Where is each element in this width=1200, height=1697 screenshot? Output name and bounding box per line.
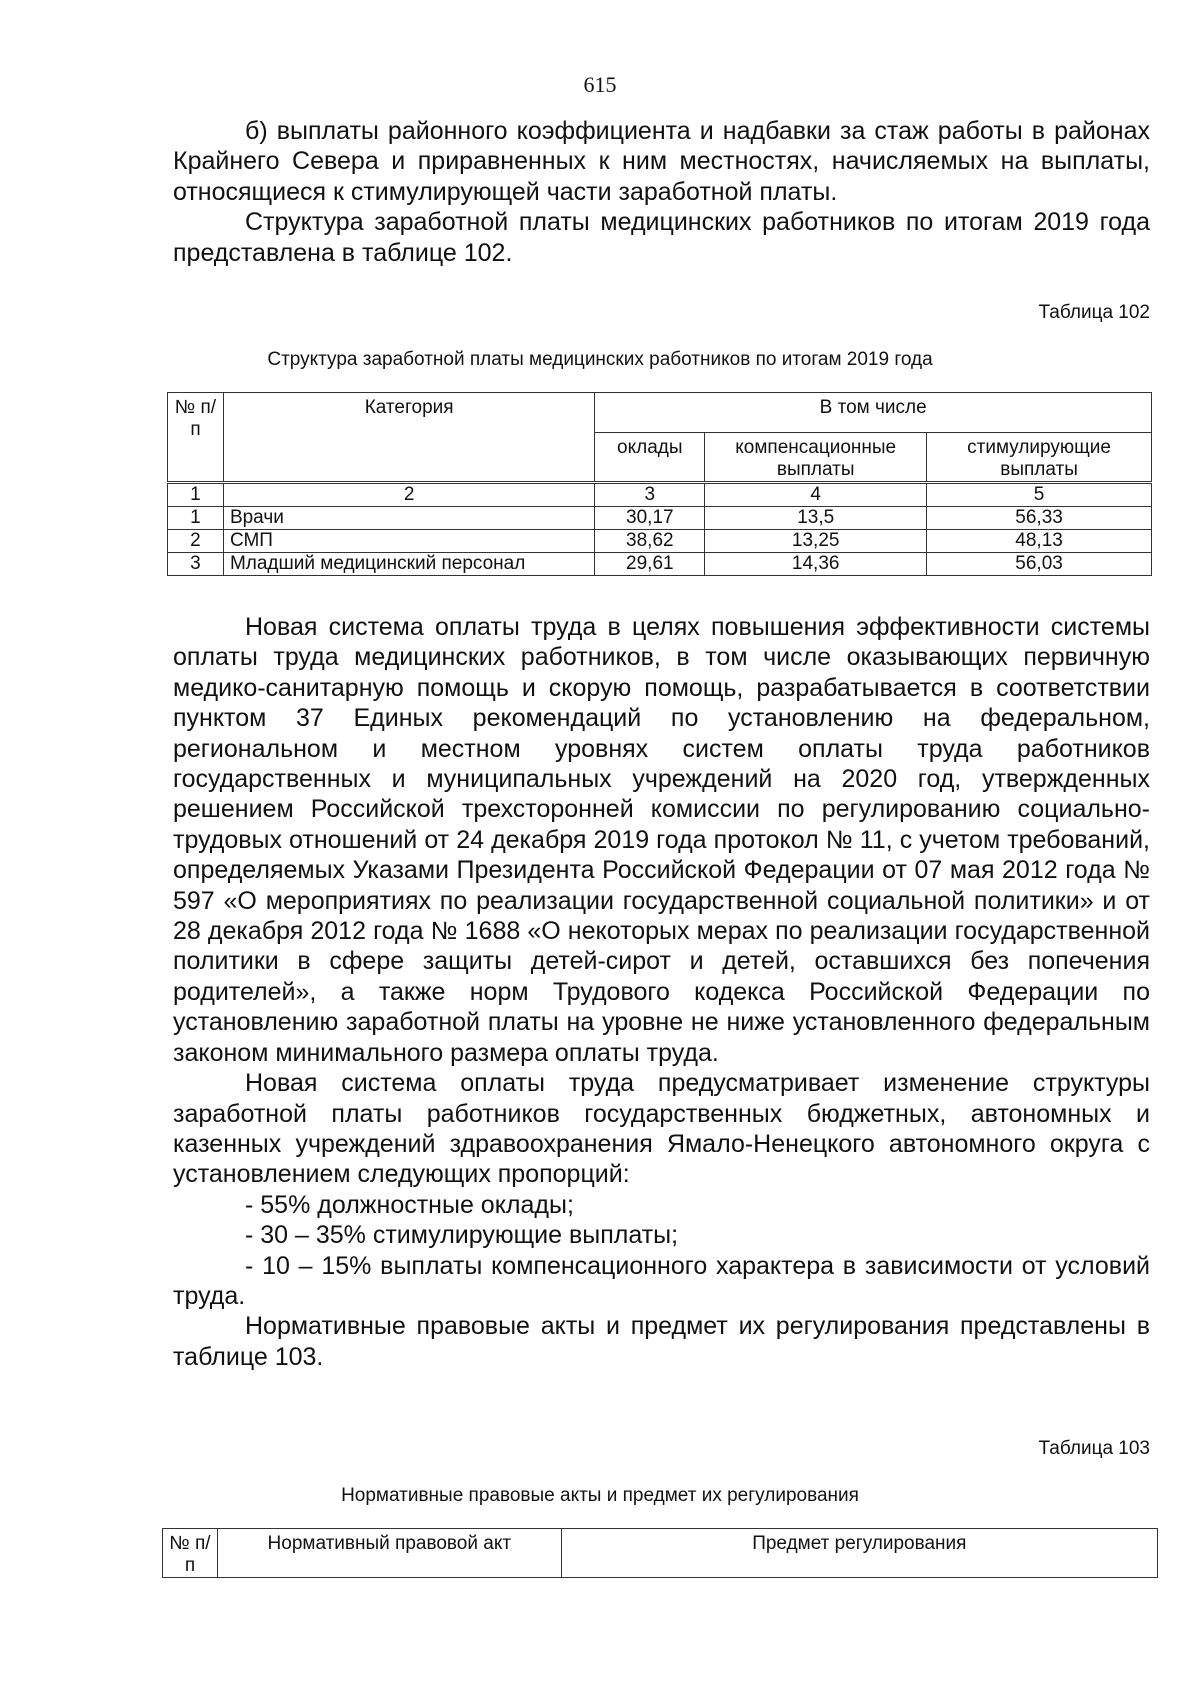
row-num: 1	[168, 507, 224, 530]
col-number: 5	[927, 483, 1152, 507]
col-number: 3	[595, 483, 705, 507]
header-category: Категория	[223, 393, 594, 483]
table-row	[168, 553, 1152, 576]
main-text	[173, 612, 1150, 1372]
row-category: СМП	[223, 530, 594, 553]
row-category: Младший медицинский персонал	[223, 553, 594, 576]
paragraph-allowances: б) выплаты районного коэффициента и надбавки за стаж работы в районах Крайнего Севера и приравненных к ним местностях, начисляемых на выплаты, относящиеся к стимулирующей части заработной платы.	[173, 117, 1150, 206]
header-subject: Предмет регулирования	[561, 1529, 1157, 1578]
header-incentive: стимулирующие выплаты	[927, 433, 1152, 483]
table-102-caption: Структура заработной платы медицинских работников по итогам 2019 года	[267, 349, 933, 370]
paragraph-new-pay-system: Новая система оплаты труда в целях повышения эффективности системы оплаты труда медицинских работников, в том числе оказывающих первичную медико-санитарную помощь и скорую помощь, разрабатывается в соответствии пунктом 37 Единых рекомендаций по установлению на федеральном, региональном и местном уровнях систем оплаты труда работников государственных и муниципальных учреждений на 2020 год, утвержденных решением Российской трехсторонней комиссии по регулированию социально-трудовых отношений от 24 декабря 2019 года протокол № 11, с учетом требований, определяемых Указами Президента Российской Федерации от 07 мая 2012 года № 597 «О мероприятиях по реализации государственной социальной политики» и от 28 декабря 2012 года № 1688 «О некоторых мерах по реализации государственной политики в сфере защиты детей-сирот и детей, оставшихся без попечения родителей», а также норм Трудового кодекса Российской Федерации по установлению заработной платы на уровне не ниже установленного федеральным законом минимального размера оплаты труда.	[173, 613, 1150, 1067]
row-salaries: 29,61	[595, 553, 705, 576]
col-number: 2	[223, 483, 594, 507]
row-compensation: 13,25	[705, 530, 927, 553]
row-salaries: 38,62	[595, 530, 705, 553]
row-salaries: 30,17	[595, 507, 705, 530]
table-row	[168, 507, 1152, 530]
list-item: - 30 – 35% стимулирующие выплаты;	[245, 1221, 679, 1250]
header-num: № п/п	[168, 393, 224, 483]
row-incentive: 56,03	[927, 553, 1152, 576]
page-number: 615	[583, 72, 617, 97]
header-num: № п/п	[163, 1529, 218, 1578]
col-number: 1	[168, 483, 224, 507]
header-act: Нормативный правовой акт	[217, 1529, 561, 1578]
paragraph-table-103-intro: Нормативные правовые акты и предмет их регулирования представлены в таблице 103.	[173, 1312, 1150, 1371]
salary-structure-table	[167, 392, 1152, 576]
row-num: 3	[168, 553, 224, 576]
row-compensation: 14,36	[705, 553, 927, 576]
row-incentive: 48,13	[927, 530, 1152, 553]
table-103-label: Таблица 103	[1038, 1438, 1150, 1459]
list-item: - 55% должностные оклады;	[245, 1190, 574, 1219]
paragraph-proportions: Новая система оплаты труда предусматривает изменение структуры заработной платы работников государственных бюджетных, автономных и казенных учреждений здравоохранения Ямало-Ненецкого автономного округа с установлением следующих пропорций:	[173, 1069, 1150, 1189]
paragraph-structure-intro: Структура заработной платы медицинских работников по итогам 2019 года представлена в таблице 102.	[173, 208, 1150, 267]
intro-text	[173, 116, 1150, 268]
row-category: Врачи	[223, 507, 594, 530]
legal-acts-table	[162, 1528, 1158, 1578]
list-item: - 10 – 15% выплаты компенсационного характера в зависимости от условий труда.	[173, 1251, 1150, 1310]
table-102-label: Таблица 102	[1038, 302, 1150, 323]
header-salaries: оклады	[595, 433, 705, 483]
row-compensation: 13,5	[705, 507, 927, 530]
table-row	[168, 530, 1152, 553]
header-including: В том числе	[595, 393, 1152, 433]
col-number: 4	[705, 483, 927, 507]
row-incentive: 56,33	[927, 507, 1152, 530]
row-num: 2	[168, 530, 224, 553]
header-compensation: компенсационные выплаты	[705, 433, 927, 483]
table-103-caption: Нормативные правовые акты и предмет их регулирования	[341, 1485, 859, 1506]
